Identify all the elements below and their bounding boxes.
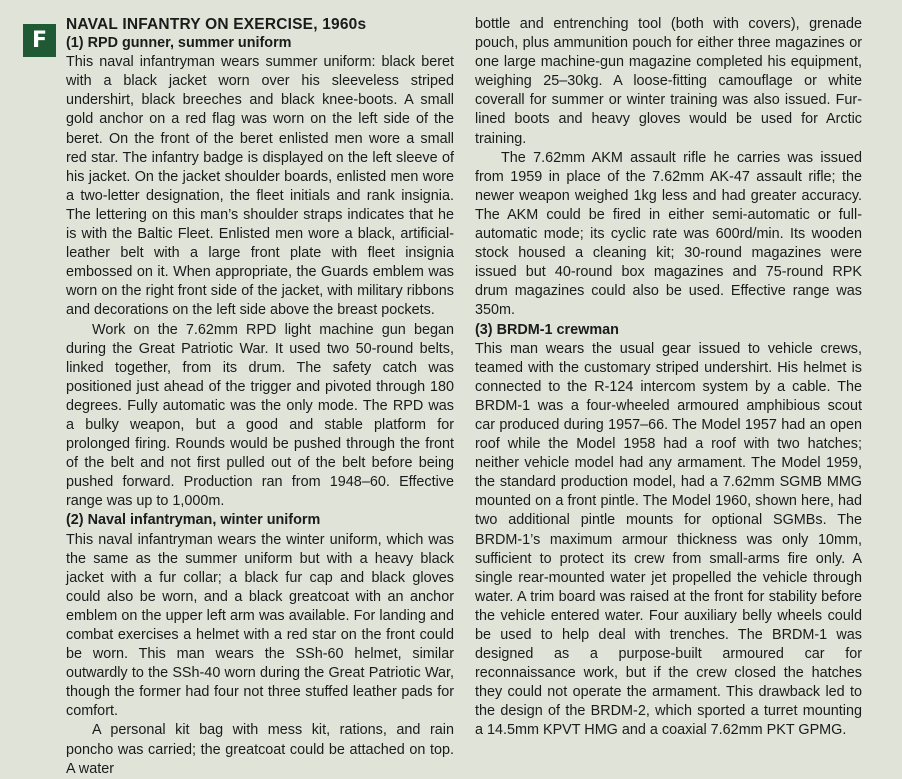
section-heading-brdm-crewman: (3) BRDM-1 crewman xyxy=(475,321,619,338)
page-title: NAVAL INFANTRY ON EXERCISE, 1960s xyxy=(66,16,367,33)
paragraph-rpd-machine-gun: Work on the 7.62mm RPD light machine gun began during the Great Patriotic War. It used two 50-round belts, linked together, from its drum. The safety catch was positioned just ahead of the trigger and pivoted through 180 degrees. Fully automatic was the only mode. The RPD was a bulky weapon, but a good and stable platform for prolonged firing. Rounds would be pushed through the front of the belt and not first pulled out of the belt before being pushed forward. Production ran from 1948–60. Effective range was up to 1,000m. xyxy=(66,321,454,510)
left-column xyxy=(66,15,454,779)
paragraph-kit-bag: A personal kit bag with mess kit, rations, and rain poncho was carried; the greatcoat could be attached on top. A water xyxy=(66,722,454,777)
right-column xyxy=(475,15,862,741)
paragraph-brdm-1: This man wears the usual gear issued to vehicle crews, teamed with the customary striped undershirt. His helmet is connected to the R-124 intercom system by a cable. The BRDM-1 was a four-wheeled armoured amphibious scout car produced during 1957–66. The Model 1957 had an open roof while the Model 1958 had a roof with two hatches; neither vehicle model had any armament. The Model 1959, the standard production model, had a 7.62mm SGMB MMG mounted on a front pintle. The Model 1960, shown here, had two additional pintle mounts for optional SGMBs. The BRDM-1’s maximum armour thickness was only 10mm, sufficient to protect its crew from small-arms fire only. A single rear-mounted water jet propelled the vehicle through water. A trim board was raised at the front for stability before the vehicle entered water. Four auxiliary belly wheels could be used to help deal with trenches. The BRDM-1 was designed as a purpose-built armoured car for reconnaissance work, but if the crew closed the hatches they could not operate the armament. This drawback led to the design of the BRDM-2, which sported a turret mounting a 14.5mm KPVT HMG and a coaxial 7.62mm PKT GPMG. xyxy=(475,340,862,739)
paragraph-summer-uniform: This naval infantryman wears summer uniform: black beret with a black jacket worn over his sleeveless striped undershirt, black breeches and black knee-boots. A small gold anchor on a red flag was worn on the left side of the beret. On the front of the beret enlisted men wore a small red star. The infantry badge is displayed on the left sleeve of his jacket. On the jacket shoulder boards, enlisted men wore a two-letter designation, the fleet initials and rank insignia. The lettering on this man’s shoulder straps indicates that he is with the Baltic Fleet. Enlisted men wore a black, artificial-leather belt with a large front plate with fleet insignia embossed on it. When appropriate, the Guards emblem was worn on the right front side of the jacket, with military ribbons and decorations on the left side above the breast pockets. xyxy=(66,54,454,319)
plate-letter-badge: F xyxy=(23,24,56,57)
paragraph-akm-rifle: The 7.62mm AKM assault rifle he carries was issued from 1959 in place of the 7.62mm AK-47 assault rifle; the newer weapon weighed 1kg less and had greater accuracy. The AKM could be fired in either semi-automatic or full-automatic mode; its cyclic rate was 600rd/min. Its wooden stock housed a cleaning kit; 30-round magazines were issued but 40-round box magazines and 75-round RPK drum magazines could also be used. Effective range was 350m. xyxy=(475,149,862,319)
section-heading-rpd-gunner: (1) RPD gunner, summer uniform xyxy=(66,35,292,52)
paragraph-equipment: bottle and entrenching tool (both with covers), grenade pouch, plus ammunition pouch for either three magazines or one large machine-gun magazine completed his equipment, weighing 25–30kg. A loose-fitting camouflage or white coverall for summer or winter training was also issued. Fur-lined boots and heavy gloves would be used for Arctic training. xyxy=(475,16,862,147)
section-heading-winter-uniform: (2) Naval infantryman, winter uniform xyxy=(66,512,321,529)
paragraph-winter-uniform: This naval infantryman wears the winter uniform, which was the same as the summer uniform but with a heavy black jacket with a fur collar; a black fur cap and black gloves could also be worn, and a black greatcoat with an anchor emblem on the upper left arm was available. For landing and combat exercises a helmet with a red star on the front could be worn. This man wears the SSh-60 helmet, similar outwardly to the SSh-40 worn during the Great Patriotic War, though the former had four not three stuffed leather pads for comfort. xyxy=(66,531,454,720)
